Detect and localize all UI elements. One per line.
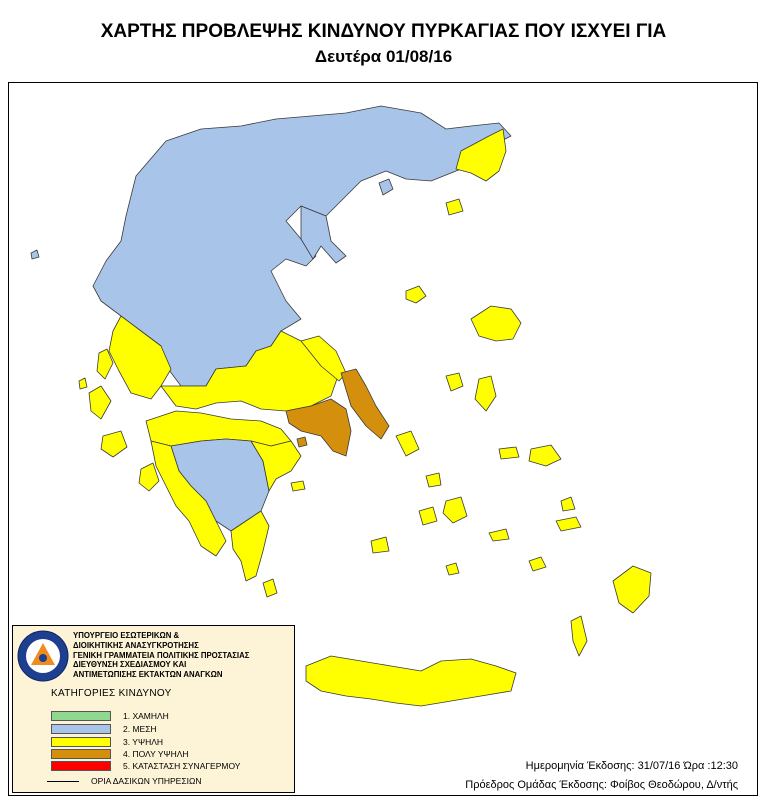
- region-lefkada: [89, 386, 111, 419]
- legend-label: 1. ΧΑΜΗΛΗ: [123, 710, 169, 721]
- legend-item-boundary: [47, 776, 201, 786]
- region-kythira: [263, 579, 277, 597]
- region-tinos: [426, 473, 441, 487]
- region-skyros: [446, 373, 463, 391]
- legend-swatch: [51, 749, 111, 759]
- boundary-label: ΟΡΙΑ ΔΑΣΙΚΩΝ ΥΠΗΡΕΣΙΩΝ: [91, 776, 202, 786]
- region-aegina: [297, 437, 307, 447]
- org-line: ΔΙΟΙΚΗΤΙΚΗΣ ΑΝΑΣΥΓΚΡΟΤΗΣΗΣ: [73, 640, 199, 650]
- legend-label: 3. ΥΨΗΛΗ: [123, 736, 164, 747]
- region-kos: [556, 517, 581, 531]
- region-rhodes: [613, 566, 651, 613]
- region-paxoi: [79, 378, 87, 389]
- region-samos: [529, 445, 561, 466]
- boundary-line-icon: [47, 781, 79, 782]
- risk-categories-title: ΚΑΤΗΓΟΡΙΕΣ ΚΙΝΔΥΝΟΥ: [51, 688, 172, 699]
- region-karpathos: [571, 616, 587, 656]
- legend-item-alarm: [51, 760, 240, 771]
- region-kalymnos: [561, 497, 575, 511]
- region-othonoi: [31, 250, 39, 259]
- legend-item-high: [51, 736, 163, 747]
- region-milos: [371, 537, 389, 553]
- legend-label: 2. ΜΕΣΗ: [123, 723, 157, 734]
- legend-label: 5. ΚΑΤΑΣΤΑΣΗ ΣΥΝΑΓΕΡΜΟΥ: [123, 760, 241, 771]
- org-line: ΥΠΟΥΡΓΕΙΟ ΕΣΩΤΕΡΙΚΩΝ &: [73, 631, 180, 640]
- legend-label: 4. ΠΟΛΥ ΥΨΗΛΗ: [123, 748, 189, 759]
- region-astypalaia: [529, 557, 546, 571]
- region-paros: [419, 507, 437, 525]
- region-crete: [306, 656, 516, 706]
- civil-protection-logo-icon: [17, 630, 69, 682]
- legend-panel: [12, 625, 295, 793]
- region-andros: [396, 431, 419, 456]
- region-lesvos: [471, 306, 521, 341]
- map-date: Δευτέρα 01/08/16: [314, 47, 453, 66]
- region-ikaria: [499, 447, 519, 459]
- org-line: ΑΝΤΙΜΕΤΩΠΙΣΗΣ ΕΚΤΑΚΤΩΝ ΑΝΑΓΚΩΝ: [73, 670, 223, 680]
- region-amorgos: [489, 529, 509, 541]
- region-naxos: [443, 497, 467, 523]
- legend-item-medium: [51, 723, 157, 734]
- legend-swatch: [51, 724, 111, 734]
- region-hydra: [291, 481, 305, 491]
- issuing-team-president: Πρόεδρος Ομάδας Έκδοσης: Φοίβος Θεοδώρου, Δ/ντής: [465, 779, 738, 791]
- region-santorini: [446, 563, 459, 575]
- region-zakynthos: [139, 463, 159, 491]
- org-line: ΓΕΝΙΚΗ ΓΡΑΜΜΑΤΕΙΑ ΠΟΛΙΤΙΚΗΣ ΠΡΟΣΤΑΣΙΑΣ: [73, 650, 250, 660]
- legend-item-low: [51, 710, 169, 721]
- map-title: ΧΑΡΤΗΣ ΠΡΟΒΛΕΨΗΣ ΚΙΝΔΥΝΟΥ ΠΥΡΚΑΓΙΑΣ ΠΟΥ ΙΣΧΥΕΙ ΓΙΑ: [100, 21, 667, 42]
- region-lemnos: [406, 286, 426, 303]
- organization-block: [73, 631, 249, 680]
- org-line: ΔΙΕΥΘΥΝΣΗ ΣΧΕΔΙΑΣΜΟΥ ΚΑΙ: [73, 660, 187, 670]
- legend-item-very-high: [51, 748, 189, 759]
- region-thasos: [379, 179, 393, 195]
- region-kefalonia: [101, 431, 127, 457]
- region-chios: [475, 376, 496, 411]
- legend-swatch: [51, 761, 111, 771]
- legend-swatch: [51, 711, 111, 721]
- region-samothrace: [446, 199, 463, 215]
- legend-swatch: [51, 737, 111, 747]
- issue-date: Ημερομηνία Έκδοσης: 31/07/16 Ώρα :12:30: [525, 760, 738, 772]
